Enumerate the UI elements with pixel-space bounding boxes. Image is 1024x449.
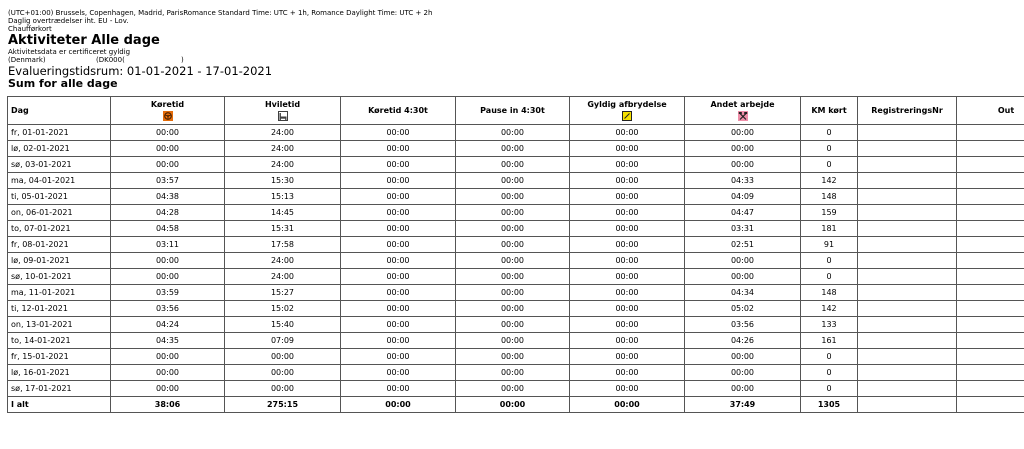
cell-other-work: 00:00	[685, 269, 801, 285]
cell-valid-break: 00:00	[570, 237, 685, 253]
total-valid-break: 00:00	[570, 397, 685, 413]
col-header-other-work	[685, 97, 801, 125]
cell-driving-430: 00:00	[341, 205, 456, 221]
col-header-driving	[111, 97, 225, 125]
col-header-pause-430: Pause in 4:30t	[456, 97, 570, 125]
cell-valid-break: 00:00	[570, 301, 685, 317]
table-row	[8, 285, 1024, 301]
cell-other-work: 04:34	[685, 285, 801, 301]
cell-day: to, 07-01-2021	[8, 221, 111, 237]
cell-valid-break: 00:00	[570, 173, 685, 189]
cell-reg	[858, 189, 957, 205]
cell-km: 0	[801, 269, 858, 285]
cell-km: 0	[801, 365, 858, 381]
col-header-driving-label: Køretid	[150, 100, 185, 109]
cell-pause-430: 00:00	[456, 157, 570, 173]
cell-other-work: 00:00	[685, 253, 801, 269]
cell-out	[957, 381, 1024, 397]
cell-km: 133	[801, 317, 858, 333]
cell-pause-430: 00:00	[456, 253, 570, 269]
steering-wheel-icon	[163, 111, 173, 121]
col-header-valid-break	[570, 97, 685, 125]
total-out	[957, 397, 1024, 413]
cell-rest: 00:00	[225, 365, 341, 381]
table-body	[8, 125, 1024, 413]
cell-km: 0	[801, 253, 858, 269]
total-row	[8, 397, 1024, 413]
cell-driving: 03:56	[111, 301, 225, 317]
cell-valid-break: 00:00	[570, 221, 685, 237]
cell-day: on, 13-01-2021	[8, 317, 111, 333]
cell-valid-break: 00:00	[570, 253, 685, 269]
evaluation-period: Evalueringstidsrum: 01-01-2021 - 17-01-2021	[8, 64, 273, 78]
table-row	[8, 381, 1024, 397]
cell-day: sø, 10-01-2021	[8, 269, 111, 285]
cell-reg	[858, 285, 957, 301]
cell-pause-430: 00:00	[456, 365, 570, 381]
cell-valid-break: 00:00	[570, 349, 685, 365]
cell-driving: 04:24	[111, 317, 225, 333]
hammers-icon	[738, 111, 748, 121]
cell-driving-430: 00:00	[341, 317, 456, 333]
cell-out	[957, 349, 1024, 365]
cell-out	[957, 333, 1024, 349]
cell-km: 159	[801, 205, 858, 221]
cell-other-work: 04:47	[685, 205, 801, 221]
col-header-day: Dag	[8, 97, 111, 125]
page-title: Aktiviteter Alle dage	[8, 33, 160, 48]
cell-reg	[858, 365, 957, 381]
col-header-out: Out	[957, 97, 1024, 125]
cell-valid-break: 00:00	[570, 189, 685, 205]
cell-rest: 17:58	[225, 237, 341, 253]
cell-reg	[858, 301, 957, 317]
total-rest: 275:15	[225, 397, 341, 413]
cell-rest: 15:31	[225, 221, 341, 237]
cell-pause-430: 00:00	[456, 221, 570, 237]
cell-pause-430: 00:00	[456, 173, 570, 189]
total-driving: 38:06	[111, 397, 225, 413]
cell-km: 142	[801, 173, 858, 189]
cell-reg	[858, 141, 957, 157]
cell-driving: 00:00	[111, 269, 225, 285]
report-header	[8, 9, 432, 90]
table-row	[8, 141, 1024, 157]
cell-out	[957, 157, 1024, 173]
cell-other-work: 04:09	[685, 189, 801, 205]
cell-valid-break: 00:00	[570, 125, 685, 141]
cell-rest: 15:27	[225, 285, 341, 301]
total-km: 1305	[801, 397, 858, 413]
cell-rest: 24:00	[225, 253, 341, 269]
total-pause-430: 00:00	[456, 397, 570, 413]
col-header-other-work-label: Andet arbejde	[710, 100, 775, 109]
cell-driving: 00:00	[111, 253, 225, 269]
cell-driving-430: 00:00	[341, 269, 456, 285]
cell-driving-430: 00:00	[341, 189, 456, 205]
cell-pause-430: 00:00	[456, 237, 570, 253]
col-header-km: KM kørt	[801, 97, 858, 125]
cell-km: 161	[801, 333, 858, 349]
cell-other-work: 00:00	[685, 365, 801, 381]
cell-other-work: 03:31	[685, 221, 801, 237]
cell-day: lø, 16-01-2021	[8, 365, 111, 381]
card-id-close: )	[181, 56, 184, 64]
cell-out	[957, 221, 1024, 237]
cell-other-work: 00:00	[685, 125, 801, 141]
cell-day: fr, 15-01-2021	[8, 349, 111, 365]
table-row	[8, 365, 1024, 381]
cell-day: to, 14-01-2021	[8, 333, 111, 349]
cell-other-work: 03:56	[685, 317, 801, 333]
cell-reg	[858, 349, 957, 365]
cell-valid-break: 00:00	[570, 157, 685, 173]
cell-driving: 03:11	[111, 237, 225, 253]
table-row	[8, 333, 1024, 349]
cell-driving: 04:35	[111, 333, 225, 349]
cell-out	[957, 125, 1024, 141]
cell-day: ma, 11-01-2021	[8, 285, 111, 301]
cell-reg	[858, 221, 957, 237]
cell-rest: 15:02	[225, 301, 341, 317]
cell-rest: 00:00	[225, 381, 341, 397]
cell-driving-430: 00:00	[341, 301, 456, 317]
cell-pause-430: 00:00	[456, 125, 570, 141]
cell-reg	[858, 125, 957, 141]
cell-other-work: 00:00	[685, 349, 801, 365]
cell-km: 148	[801, 285, 858, 301]
cell-rest: 24:00	[225, 269, 341, 285]
cell-rest: 15:13	[225, 189, 341, 205]
cell-rest: 00:00	[225, 349, 341, 365]
cell-out	[957, 365, 1024, 381]
cell-driving: 00:00	[111, 141, 225, 157]
subtitle: Sum for alle dage	[8, 77, 118, 90]
cell-valid-break: 00:00	[570, 317, 685, 333]
role-line: Chaufførkort	[8, 25, 52, 33]
cell-reg	[858, 269, 957, 285]
cell-pause-430: 00:00	[456, 317, 570, 333]
cell-driving-430: 00:00	[341, 141, 456, 157]
cell-valid-break: 00:00	[570, 205, 685, 221]
cell-driving: 00:00	[111, 349, 225, 365]
activity-table	[7, 96, 1024, 413]
table-row	[8, 125, 1024, 141]
cell-pause-430: 00:00	[456, 285, 570, 301]
table-header-row	[8, 97, 1024, 125]
cell-driving: 00:00	[111, 381, 225, 397]
cell-km: 142	[801, 301, 858, 317]
cell-out	[957, 301, 1024, 317]
table-row	[8, 301, 1024, 317]
cell-day: fr, 08-01-2021	[8, 237, 111, 253]
cell-reg	[858, 381, 957, 397]
total-driving-430: 00:00	[341, 397, 456, 413]
cell-driving-430: 00:00	[341, 285, 456, 301]
cell-rest: 24:00	[225, 141, 341, 157]
total-other-work: 37:49	[685, 397, 801, 413]
cell-valid-break: 00:00	[570, 285, 685, 301]
cell-driving: 04:38	[111, 189, 225, 205]
cell-other-work: 02:51	[685, 237, 801, 253]
cell-driving-430: 00:00	[341, 253, 456, 269]
cell-km: 0	[801, 141, 858, 157]
cell-day: sø, 03-01-2021	[8, 157, 111, 173]
cell-pause-430: 00:00	[456, 349, 570, 365]
table-row	[8, 253, 1024, 269]
cell-pause-430: 00:00	[456, 141, 570, 157]
col-header-driving-430: Køretid 4:30t	[341, 97, 456, 125]
cell-day: lø, 09-01-2021	[8, 253, 111, 269]
cell-out	[957, 317, 1024, 333]
cell-driving: 00:00	[111, 125, 225, 141]
cell-reg	[858, 205, 957, 221]
col-header-reg: RegistreringsNr	[858, 97, 957, 125]
cell-day: ti, 12-01-2021	[8, 301, 111, 317]
cell-reg	[858, 157, 957, 173]
cell-rest: 14:45	[225, 205, 341, 221]
cell-pause-430: 00:00	[456, 269, 570, 285]
cell-reg	[858, 173, 957, 189]
cell-day: ti, 05-01-2021	[8, 189, 111, 205]
table-row	[8, 269, 1024, 285]
total-reg	[858, 397, 957, 413]
table-row	[8, 317, 1024, 333]
table-row	[8, 173, 1024, 189]
cell-day: sø, 17-01-2021	[8, 381, 111, 397]
cell-valid-break: 00:00	[570, 381, 685, 397]
cell-valid-break: 00:00	[570, 269, 685, 285]
total-day: I alt	[8, 397, 111, 413]
cell-pause-430: 00:00	[456, 333, 570, 349]
table-row	[8, 205, 1024, 221]
cell-rest: 24:00	[225, 157, 341, 173]
cell-reg	[858, 237, 957, 253]
cell-driving-430: 00:00	[341, 333, 456, 349]
cell-valid-break: 00:00	[570, 141, 685, 157]
cell-reg	[858, 317, 957, 333]
cell-driving: 00:00	[111, 365, 225, 381]
cell-driving-430: 00:00	[341, 157, 456, 173]
validity-line: Aktivitetsdata er certificeret gyldig	[8, 48, 131, 56]
cell-driving-430: 00:00	[341, 365, 456, 381]
availability-icon	[622, 111, 632, 121]
col-header-rest-label: Hviletid	[264, 100, 301, 109]
cell-pause-430: 00:00	[456, 381, 570, 397]
table-row	[8, 237, 1024, 253]
cell-valid-break: 00:00	[570, 333, 685, 349]
cell-valid-break: 00:00	[570, 365, 685, 381]
cell-day: fr, 01-01-2021	[8, 125, 111, 141]
cell-rest: 15:40	[225, 317, 341, 333]
cell-driving: 04:58	[111, 221, 225, 237]
timezone-line: (UTC+01:00) Brussels, Copenhagen, Madrid, ParisRomance Standard Time: UTC + 1h, Romance Daylight Time: UTC + 2h	[8, 9, 433, 17]
cell-rest: 15:30	[225, 173, 341, 189]
bed-icon	[278, 111, 288, 121]
cell-out	[957, 237, 1024, 253]
cell-out	[957, 269, 1024, 285]
cell-out	[957, 285, 1024, 301]
table-row	[8, 157, 1024, 173]
col-header-rest	[225, 97, 341, 125]
cell-km: 0	[801, 157, 858, 173]
cell-driving: 04:28	[111, 205, 225, 221]
cell-driving: 03:57	[111, 173, 225, 189]
cell-km: 148	[801, 189, 858, 205]
cell-rest: 24:00	[225, 125, 341, 141]
cell-driving-430: 00:00	[341, 381, 456, 397]
cell-pause-430: 00:00	[456, 205, 570, 221]
cell-reg	[858, 253, 957, 269]
cell-out	[957, 253, 1024, 269]
cell-out	[957, 141, 1024, 157]
cell-driving-430: 00:00	[341, 221, 456, 237]
cell-other-work: 04:26	[685, 333, 801, 349]
card-id-line	[8, 56, 432, 64]
cell-out	[957, 173, 1024, 189]
col-header-valid-break-label: Gyldig afbrydelse	[587, 100, 667, 109]
rules-line: Daglig overtrædelser iht. EU - Lov.	[8, 17, 129, 25]
cell-km: 0	[801, 349, 858, 365]
cell-km: 0	[801, 125, 858, 141]
cell-reg	[858, 333, 957, 349]
cell-driving-430: 00:00	[341, 349, 456, 365]
table-row	[8, 221, 1024, 237]
cell-day: lø, 02-01-2021	[8, 141, 111, 157]
cell-driving: 03:59	[111, 285, 225, 301]
cell-driving: 00:00	[111, 157, 225, 173]
card-id: (DK000(	[96, 56, 125, 64]
cell-out	[957, 189, 1024, 205]
cell-km: 181	[801, 221, 858, 237]
cell-day: ma, 04-01-2021	[8, 173, 111, 189]
cell-driving-430: 00:00	[341, 125, 456, 141]
cell-km: 0	[801, 381, 858, 397]
cell-other-work: 00:00	[685, 381, 801, 397]
table-row	[8, 349, 1024, 365]
cell-day: on, 06-01-2021	[8, 205, 111, 221]
cell-rest: 07:09	[225, 333, 341, 349]
cell-driving-430: 00:00	[341, 173, 456, 189]
cell-other-work: 04:33	[685, 173, 801, 189]
cell-other-work: 05:02	[685, 301, 801, 317]
cell-driving-430: 00:00	[341, 237, 456, 253]
country-label: (Denmark)	[8, 56, 46, 64]
table-row	[8, 189, 1024, 205]
cell-out	[957, 205, 1024, 221]
cell-pause-430: 00:00	[456, 301, 570, 317]
cell-pause-430: 00:00	[456, 189, 570, 205]
cell-other-work: 00:00	[685, 157, 801, 173]
cell-other-work: 00:00	[685, 141, 801, 157]
cell-km: 91	[801, 237, 858, 253]
